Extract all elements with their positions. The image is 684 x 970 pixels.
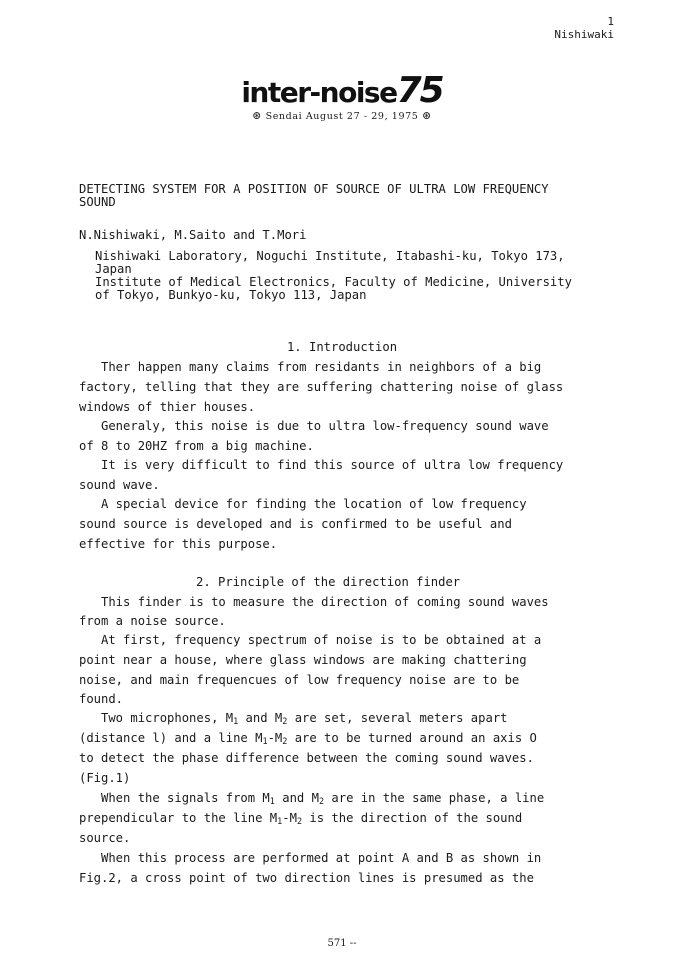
body-text-line: This finder is to measure the direction of coming sound waves (79, 595, 549, 609)
body-text-line: noise, and main frequencues of low frequency noise are to be (79, 673, 520, 687)
section-heading-introduction: 1. Introduction (286, 340, 398, 354)
affiliation-line: Institute of Medical Electronics, Faculty of Medicine, University (95, 275, 572, 289)
body-text-line: found. (79, 692, 124, 706)
conference-logo (0, 70, 684, 111)
body-text-line: A special device for finding the location of low frequency (79, 497, 527, 511)
text-span: are set, several meters apart (287, 711, 508, 725)
conference-location-date (0, 109, 684, 122)
text-span: are in the same phase, a line (324, 791, 545, 805)
body-text-line: It is very difficult to find this source of ultra low frequency (79, 458, 564, 472)
body-text-line: Generaly, this noise is due to ultra low-frequency sound wave (79, 419, 549, 433)
text-span: -M (267, 731, 283, 745)
text-span: and M (274, 791, 319, 805)
body-text-line: to detect the phase difference between the coming sound waves. (79, 751, 534, 765)
body-text-line: windows of thier houses. (79, 400, 256, 414)
logo-year: 75 (396, 70, 443, 111)
subscript: 2 (296, 817, 303, 827)
body-text-line (79, 711, 508, 727)
subscript: 1 (269, 797, 275, 807)
text-span: are to be turned around an axis O (287, 731, 537, 745)
subscript: 2 (318, 797, 325, 807)
text-span: (distance l) and a line M (79, 731, 263, 745)
body-text-line (79, 791, 544, 807)
body-text-line: from a noise source. (79, 614, 226, 628)
text-span: -M (282, 811, 297, 825)
affiliation-line: Japan (95, 262, 132, 276)
body-text-line (79, 731, 537, 747)
page-number-top: 1 (607, 15, 614, 28)
text-span: prependicular to the line M (79, 811, 278, 825)
subscript: 1 (262, 737, 268, 747)
logo-word: inter-noise (241, 76, 397, 109)
location-date-text: Sendai August 27 - 29, 1975 (265, 111, 419, 122)
page-number-footer: 571 -- (327, 938, 357, 949)
subscript: 1 (277, 817, 283, 827)
body-text-line (79, 811, 522, 827)
subscript: 2 (282, 717, 288, 727)
body-text-line: (Fig.1) (79, 771, 131, 785)
body-text-line: Ther happen many claims from residants in neighbors of a big (79, 360, 542, 374)
subscript: 2 (282, 737, 288, 747)
paper-authors: N.Nishiwaki, M.Saito and T.Mori (79, 228, 307, 242)
text-span: Two microphones, M (79, 711, 234, 725)
body-text-line: Fig.2, a cross point of two direction lines is presumed as the (79, 871, 534, 885)
subscript: 1 (233, 717, 239, 727)
body-text-line: When this process are performed at point A and B as shown in (79, 851, 542, 865)
emblem-icon: ⊛ (422, 109, 432, 122)
section-heading-principle: 2. Principle of the direction finder (196, 575, 461, 589)
affiliation-line: of Tokyo, Bunkyo-ku, Tokyo 113, Japan (95, 288, 367, 302)
body-text-line: point near a house, where glass windows are making chattering (79, 653, 527, 667)
body-text-line: sound source is developed and is confirmed to be useful and (79, 517, 512, 531)
body-text-line: At first, frequency spectrum of noise is to be obtained at a (79, 633, 542, 647)
body-text-line: of 8 to 20HZ from a big machine. (79, 439, 314, 453)
body-text-line: source. (79, 831, 131, 845)
body-text-line: factory, telling that they are suffering chattering noise of glass (79, 380, 564, 394)
running-head-author: Nishiwaki (554, 28, 614, 41)
text-span: and M (238, 711, 283, 725)
text-span: is the direction of the sound (302, 811, 523, 825)
text-span: When the signals from M (79, 791, 270, 805)
body-text-line: effective for this purpose. (79, 537, 278, 551)
affiliation-line: Nishiwaki Laboratory, Noguchi Institute, Itabashi-ku, Tokyo 173, (95, 249, 565, 263)
paper-title-line-1: DETECTING SYSTEM FOR A POSITION OF SOURCE OF ULTRA LOW FREQUENCY (79, 182, 549, 196)
emblem-icon: ⊛ (252, 109, 262, 122)
paper-title-line-2: SOUND (79, 195, 116, 209)
body-text-line: sound wave. (79, 478, 160, 492)
